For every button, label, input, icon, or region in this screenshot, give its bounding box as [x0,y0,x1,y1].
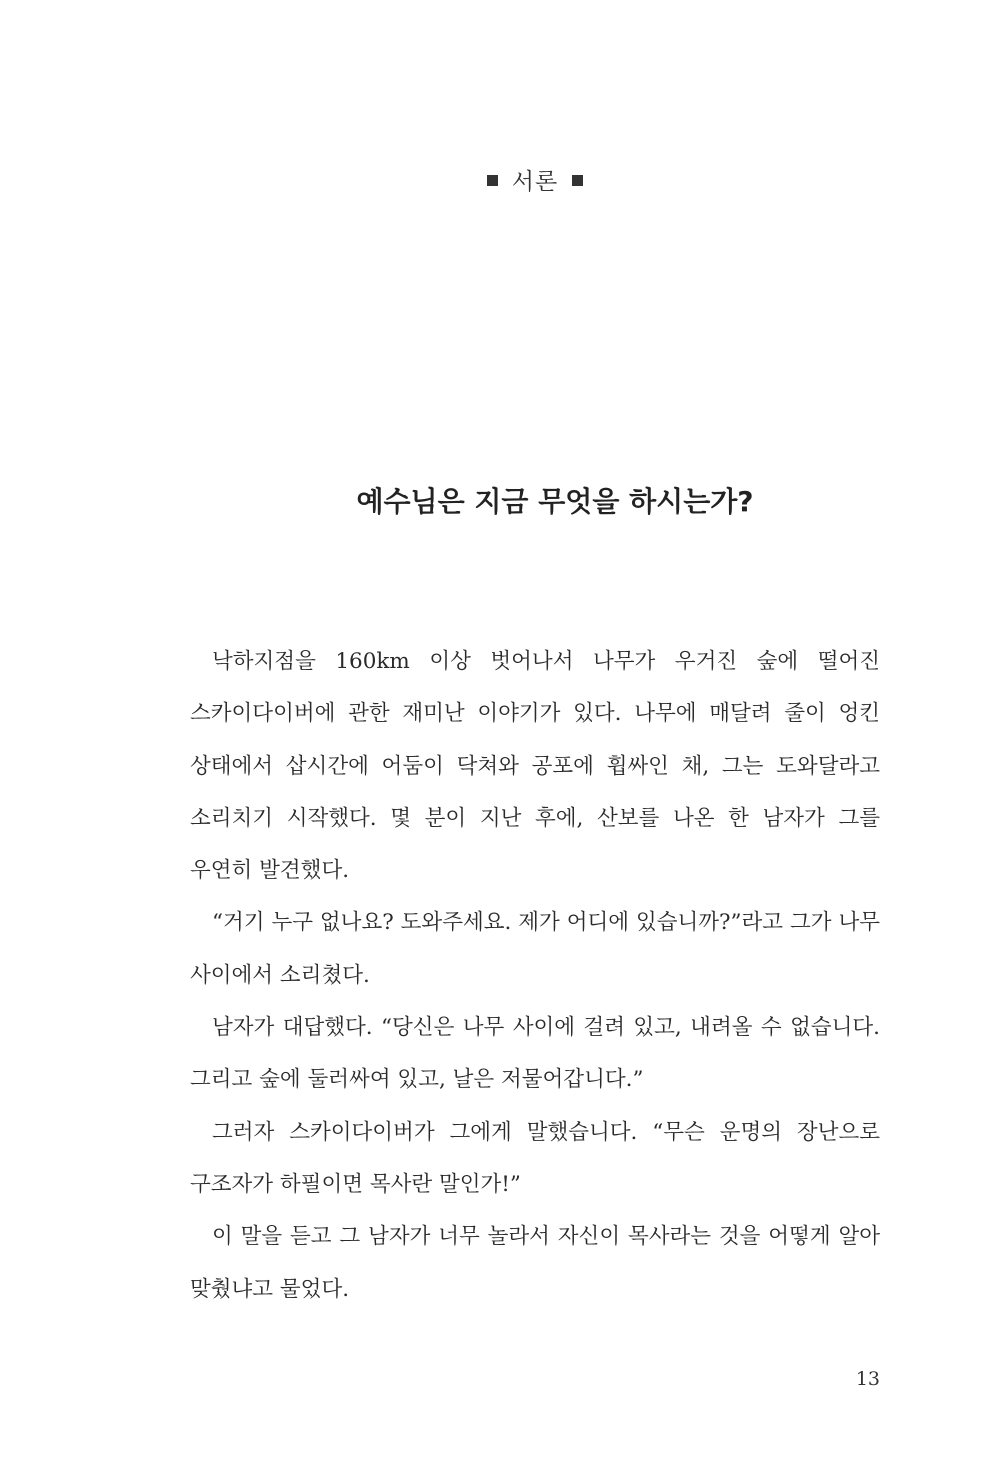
paragraph: 이 말을 듣고 그 남자가 너무 놀라서 자신이 목사라는 것을 어떻게 알아 맞췄냐고 물었다. [190,1224,880,1302]
square-bullet-icon [572,175,583,186]
section-header [190,163,880,196]
body-text [190,636,880,1316]
chapter-title: 예수님은 지금 무엇을 하시는가? [356,485,754,518]
paragraph: 남자가 대답했다. “당신은 나무 사이에 걸려 있고, 내려올 수 없습니다. 그리고 숲에 둘러싸여 있고, 날은 저물어갑니다.” [190,1015,880,1093]
section-label: 서론 [511,169,559,195]
paragraph: 낙하지점을 160km 이상 벗어나서 나무가 우거진 숲에 떨어진 스카이다이버에 관한 재미난 이야기가 있다. 나무에 매달려 줄이 엉킨 상태에서 삽시간에 어둠이 닥쳐와 공포에 휩싸인 채, 그는 도와달라고 소리치기 시작했다. 몇 분이 지난 후에, 산보를 나온 한 남자가 그를 우연히 발견했다. [190,649,880,884]
page-number: 13 [855,1368,880,1390]
square-bullet-icon [487,175,498,186]
paragraph: “거기 누구 없나요? 도와주세요. 제가 어디에 있습니까?”라고 그가 나무 사이에서 소리쳤다. [190,910,880,988]
paragraph: 그러자 스카이다이버가 그에게 말했습니다. “무슨 운명의 장난으로 구조자가 하필이면 목사란 말인가!” [190,1119,880,1197]
